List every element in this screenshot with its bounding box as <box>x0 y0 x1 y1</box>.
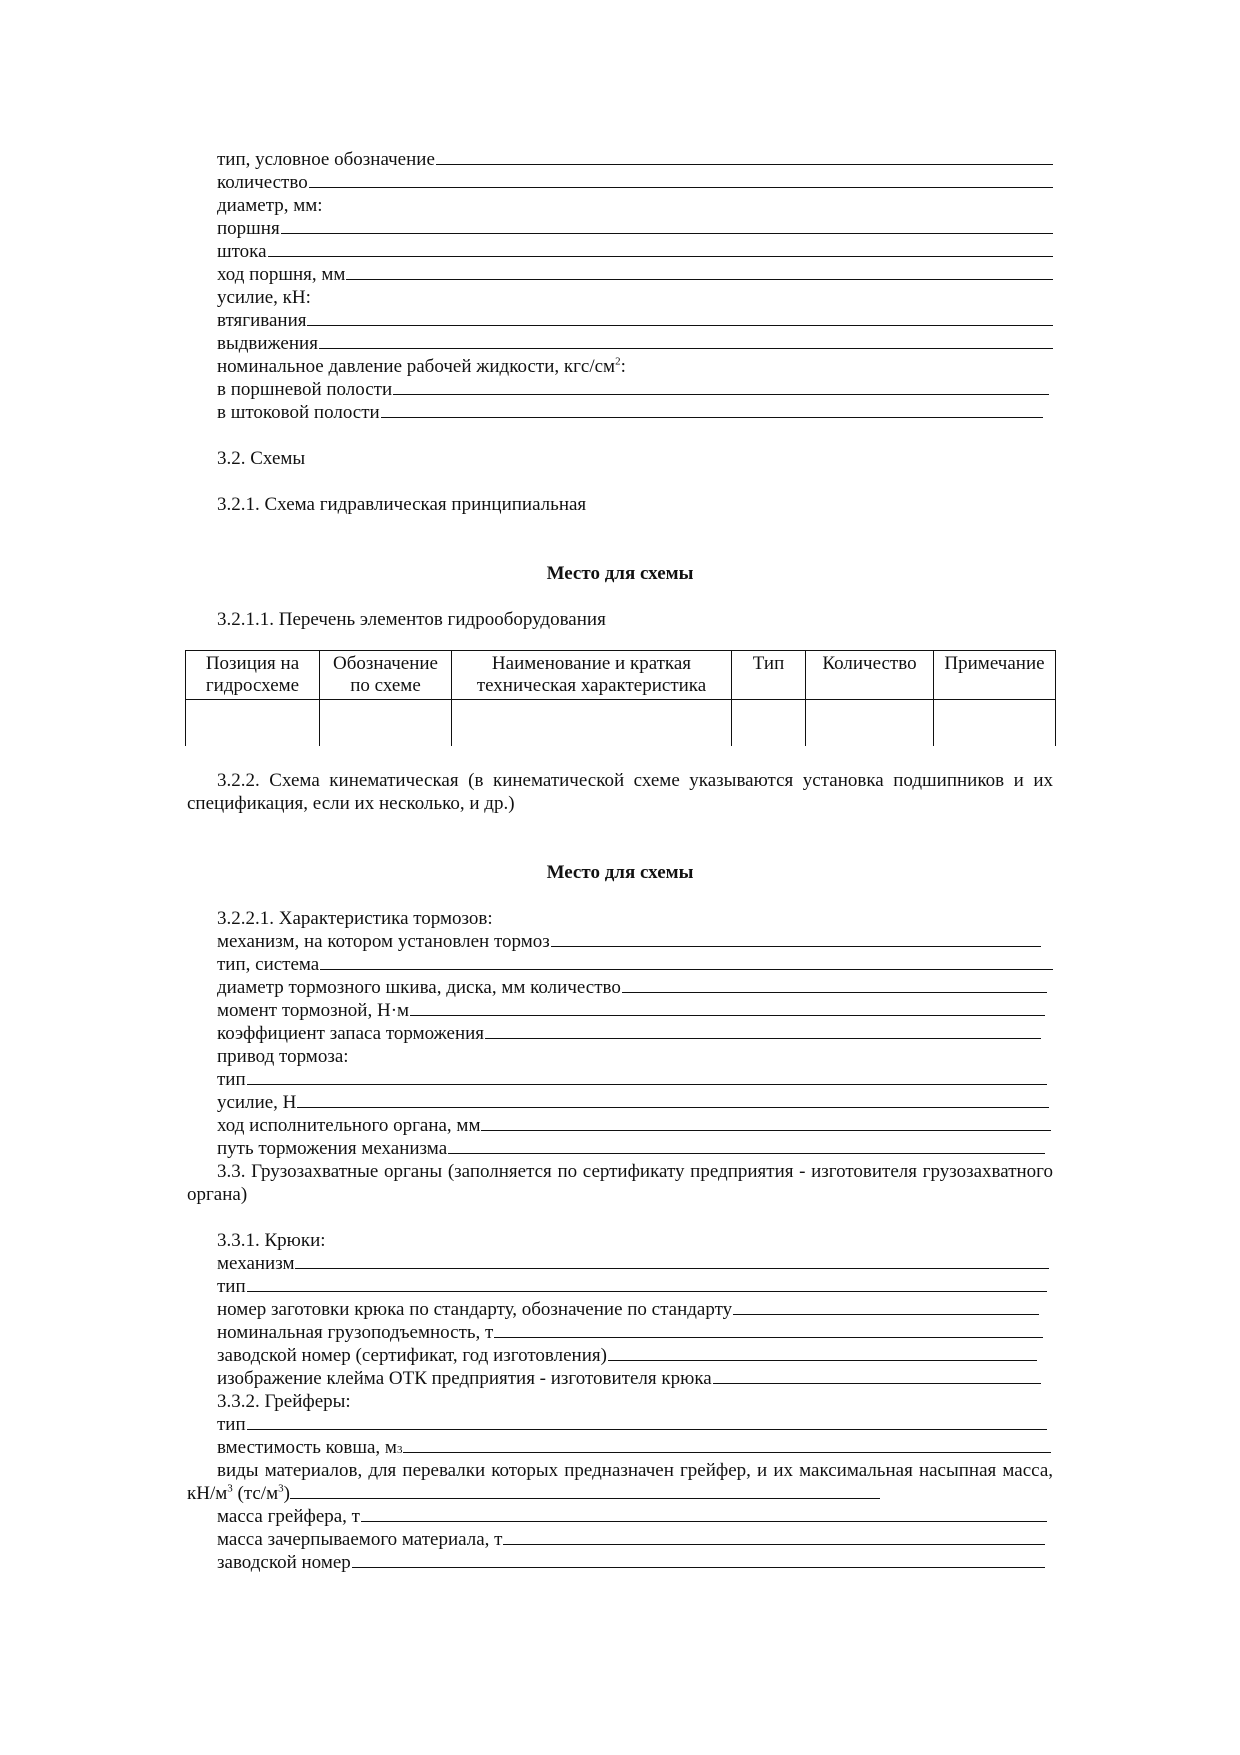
field-label: тип, условное обозначение <box>217 149 435 170</box>
superscript: 3 <box>278 1482 284 1495</box>
heading-text: 3.2.1. Схема гидравлическая принципиальная <box>217 494 587 515</box>
column-header: Тип <box>732 651 806 700</box>
field-label: ход поршня, мм <box>217 264 346 285</box>
field-blank[interactable] <box>503 1528 1045 1545</box>
field-blank[interactable] <box>436 148 1053 165</box>
cylinder-diameter-label <box>187 194 1053 217</box>
grab-bucket-field[interactable]: вместимость ковша, м 3 <box>187 1436 1053 1459</box>
field-label: масса зачерпываемого материала, т <box>217 1529 503 1550</box>
field-blank[interactable] <box>485 1022 1041 1039</box>
grab-serial-field[interactable] <box>187 1551 1053 1574</box>
scheme-placeholder-kinematic: Место для схемы <box>546 862 694 883</box>
field-label: момент тормозной, Н·м <box>217 1000 410 1021</box>
field-label: номинальная грузоподъемность, т <box>217 1322 494 1343</box>
cylinder-type-field[interactable] <box>187 148 1053 171</box>
cylinder-retract-field[interactable] <box>187 309 1053 332</box>
grab-mass-field[interactable] <box>187 1505 1053 1528</box>
field-blank[interactable] <box>622 976 1047 993</box>
cylinder-rod-cavity-field[interactable] <box>187 401 1053 424</box>
field-label: изображение клейма ОТК предприятия - изготовителя крюка <box>217 1368 712 1389</box>
cylinder-piston-field[interactable] <box>187 217 1053 240</box>
field-label: количество <box>217 172 308 193</box>
brake-diameter-field[interactable] <box>187 976 1053 999</box>
field-blank[interactable] <box>352 1551 1045 1568</box>
table-cell[interactable] <box>186 700 320 747</box>
field-label: в штоковой полости <box>217 402 380 423</box>
hook-capacity-field[interactable] <box>187 1321 1053 1344</box>
grab-scoop-mass-field[interactable] <box>187 1528 1053 1551</box>
field-label: ) <box>283 1483 290 1504</box>
column-header: Количество <box>806 651 934 700</box>
field-blank[interactable] <box>297 1091 1049 1108</box>
cylinder-force-label <box>187 286 1053 309</box>
field-blank[interactable] <box>381 401 1043 418</box>
field-label: механизм <box>217 1253 295 1274</box>
field-label: усилие, кН: <box>217 287 311 308</box>
field-blank[interactable] <box>448 1137 1045 1154</box>
field-blank[interactable] <box>481 1114 1051 1131</box>
field-label: тип, система <box>217 954 320 975</box>
field-label: заводской номер (сертификат, год изготовления) <box>217 1345 607 1366</box>
field-blank[interactable] <box>309 171 1053 188</box>
field-blank[interactable] <box>319 332 1053 349</box>
field-blank[interactable] <box>281 217 1053 234</box>
field-label: заводской номер <box>217 1552 351 1573</box>
field-blank[interactable] <box>247 1275 1047 1292</box>
cylinder-pressure-label <box>187 355 1053 378</box>
hooks-heading <box>187 1229 1053 1252</box>
field-blank[interactable] <box>410 999 1045 1016</box>
elements-list-heading <box>187 608 1053 631</box>
field-blank[interactable] <box>361 1505 1047 1522</box>
superscript: 2 <box>615 355 621 368</box>
heading-text: 3.2.1.1. Перечень элементов гидрооборудования <box>217 609 606 630</box>
field-label: механизм, на котором установлен тормоз <box>217 931 550 952</box>
field-label: вместимость ковша, м <box>217 1437 397 1458</box>
heading-text: 3.3.2. Грейферы: <box>217 1391 351 1412</box>
cylinder-piston-cavity-field[interactable] <box>187 378 1053 401</box>
kinematic-scheme-heading: 3.2.2. Схема кинематическая (в кинематической схеме указываются установка подшипников и их спецификация, если их несколько, и др.) <box>187 770 1053 814</box>
heading-text: 3.2.2.1. Характеристика тормозов: <box>217 908 493 929</box>
table-cell[interactable] <box>452 700 732 747</box>
field-blank[interactable] <box>551 930 1041 947</box>
column-header: Позиция на гидросхеме <box>186 651 320 700</box>
brake-torque-field[interactable] <box>187 999 1053 1022</box>
field-label: в поршневой полости <box>217 379 393 400</box>
hook-stamp-field[interactable] <box>187 1367 1053 1390</box>
cylinder-extend-field[interactable] <box>187 332 1053 355</box>
table-cell[interactable] <box>934 700 1056 747</box>
table-row <box>186 700 1056 747</box>
brake-mechanism-field[interactable] <box>187 930 1053 953</box>
field-label: выдвижения <box>217 333 318 354</box>
table-cell[interactable] <box>732 700 806 747</box>
field-label: втягивания <box>217 310 307 331</box>
hydraulic-scheme-heading <box>187 493 1053 516</box>
column-header: Обозначение по схеме <box>320 651 452 700</box>
grab-type-field[interactable] <box>187 1413 1053 1436</box>
cylinder-count-field[interactable] <box>187 171 1053 194</box>
brake-drive-label <box>187 1045 1053 1068</box>
field-label: привод тормоза: <box>217 1046 349 1067</box>
field-label: диаметр тормозного шкива, диска, мм количество <box>217 977 621 998</box>
table-header-row <box>186 651 1056 700</box>
column-header: Наименование и краткая техническая характеристика <box>452 651 732 700</box>
table-cell[interactable] <box>320 700 452 747</box>
field-blank[interactable] <box>320 953 1053 970</box>
heading-text: 3.3.1. Крюки: <box>217 1230 326 1251</box>
document-content <box>187 148 1053 1574</box>
field-label: тип <box>217 1276 246 1297</box>
field-blank[interactable] <box>494 1321 1043 1338</box>
field-label: диаметр, мм: <box>217 195 323 216</box>
grab-materials-field[interactable] <box>187 1459 1053 1505</box>
brake-coef-field[interactable] <box>187 1022 1053 1045</box>
field-blank[interactable] <box>403 1436 1051 1453</box>
field-label: масса грейфера, т <box>217 1506 360 1527</box>
field-label: тип <box>217 1414 246 1435</box>
brake-drive-type-field[interactable] <box>187 1068 1053 1091</box>
brake-path-field[interactable] <box>187 1137 1053 1160</box>
brake-type-field[interactable] <box>187 953 1053 976</box>
field-blank[interactable] <box>268 240 1053 257</box>
schemes-heading <box>187 447 1053 470</box>
cylinder-stroke-field[interactable] <box>187 263 1053 286</box>
field-blank[interactable] <box>247 1413 1047 1430</box>
hook-serial-field[interactable] <box>187 1344 1053 1367</box>
superscript: 3 <box>227 1482 233 1495</box>
field-label: виды материалов, для перевалки которых предназначен грейфер, и их максимальная насыпная масса, кН/м <box>187 1460 1053 1504</box>
brake-force-field[interactable] <box>187 1091 1053 1114</box>
field-blank[interactable] <box>247 1068 1047 1085</box>
cylinder-rod-field[interactable] <box>187 240 1053 263</box>
field-label: тип <box>217 1069 246 1090</box>
field-blank[interactable] <box>290 1482 880 1499</box>
scheme-placeholder-hydraulic: Место для схемы <box>546 563 694 584</box>
field-label: поршня <box>217 218 280 239</box>
brakes-heading <box>187 907 1053 930</box>
field-label: номер заготовки крюка по стандарту, обозначение по стандарту <box>217 1299 733 1320</box>
field-blank[interactable] <box>733 1298 1039 1315</box>
elements-table <box>185 650 1056 746</box>
field-blank[interactable] <box>713 1367 1041 1384</box>
hook-blank-field[interactable] <box>187 1298 1053 1321</box>
field-label: усилие, Н <box>217 1092 297 1113</box>
grabs-heading <box>187 1390 1053 1413</box>
field-label: путь торможения механизма <box>217 1138 448 1159</box>
table-cell[interactable] <box>806 700 934 747</box>
hook-mechanism-field[interactable] <box>187 1252 1053 1275</box>
hook-type-field[interactable] <box>187 1275 1053 1298</box>
field-label: номинальное давление рабочей жидкости, кгс/см <box>217 356 616 377</box>
field-label: : <box>620 356 626 377</box>
field-label: ход исполнительного органа, мм <box>217 1115 481 1136</box>
column-header: Примечание <box>934 651 1056 700</box>
heading-text: 3.2. Схемы <box>217 448 306 469</box>
field-label: штока <box>217 241 267 262</box>
field-label: коэффициент запаса торможения <box>217 1023 485 1044</box>
field-blank[interactable] <box>295 1252 1049 1269</box>
field-blank[interactable] <box>608 1344 1037 1361</box>
gripping-heading: 3.3. Грузозахватные органы (заполняется по сертификату предприятия - изготовителя грузозахватного органа) <box>187 1161 1053 1205</box>
brake-stroke-field[interactable] <box>187 1114 1053 1137</box>
field-blank[interactable] <box>307 309 1053 326</box>
field-blank[interactable] <box>393 378 1049 395</box>
field-blank[interactable] <box>346 263 1053 280</box>
field-label: (тс/м <box>232 1483 279 1504</box>
